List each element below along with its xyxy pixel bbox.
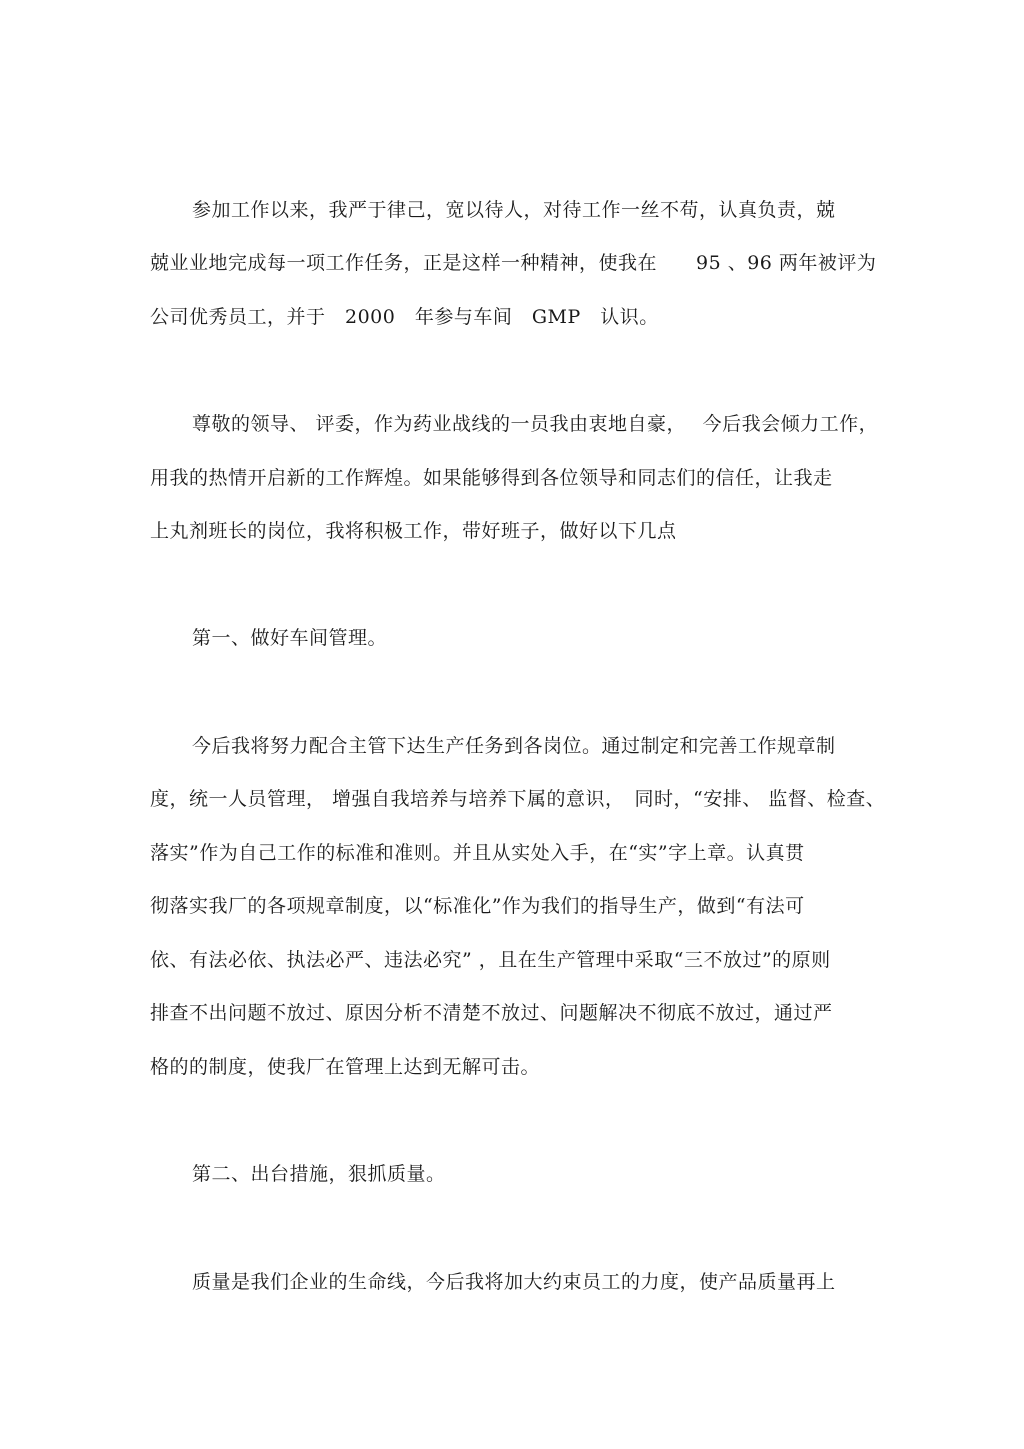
- text-line: 排查不出问题不放过、原因分析不清楚不放过、问题解决不彻底不放过，通过严: [150, 1002, 833, 1024]
- section-heading: 第一、做好车间管理。: [192, 627, 388, 649]
- text-line: 兢业业地完成每一项工作任务，正是这样一种精神，使我在 95 、96 两年被评为: [150, 252, 877, 274]
- text-line: 今后我将努力配合主管下达生产任务到各岗位。通过制定和完善工作规章制: [192, 735, 836, 757]
- text-line: 公司优秀员工，并于 2000 年参与车间 GMP 认识。: [150, 306, 659, 328]
- text-line: 格的的制度，使我厂在管理上达到无解可击。: [150, 1056, 541, 1078]
- text-line: 度，统一人员管理， 增强自我培养与培养下属的意识， 同时，“安排、 监督、检查、: [150, 788, 886, 810]
- section-heading: 第二、出台措施，狠抓质量。: [192, 1163, 446, 1185]
- text-line: 质量是我们企业的生命线，今后我将加大约束员工的力度，使产品质量再上: [192, 1271, 836, 1293]
- text-line: 尊敬的领导、 评委，作为药业战线的一员我由衷地自豪， 今后我会倾力工作，: [192, 413, 879, 435]
- text-line: 落实”作为自己工作的标准和准则。并且从实处入手，在“实”字上章。认真贯: [150, 842, 805, 864]
- text-line: 参加工作以来，我严于律己，宽以待人，对待工作一丝不苟，认真负责，兢: [192, 199, 836, 221]
- text-line: 上丸剂班长的岗位，我将积极工作，带好班子，做好以下几点: [150, 520, 677, 542]
- text-line: 彻落实我厂的各项规章制度，以“标准化”作为我们的指导生产，做到“有法可: [150, 895, 805, 917]
- text-line: 依、有法必依、执法必严、违法必究” ，且在生产管理中采取“三不放过”的原则: [150, 949, 831, 971]
- text-line: 用我的热情开启新的工作辉煌。如果能够得到各位领导和同志们的信任，让我走: [150, 467, 833, 489]
